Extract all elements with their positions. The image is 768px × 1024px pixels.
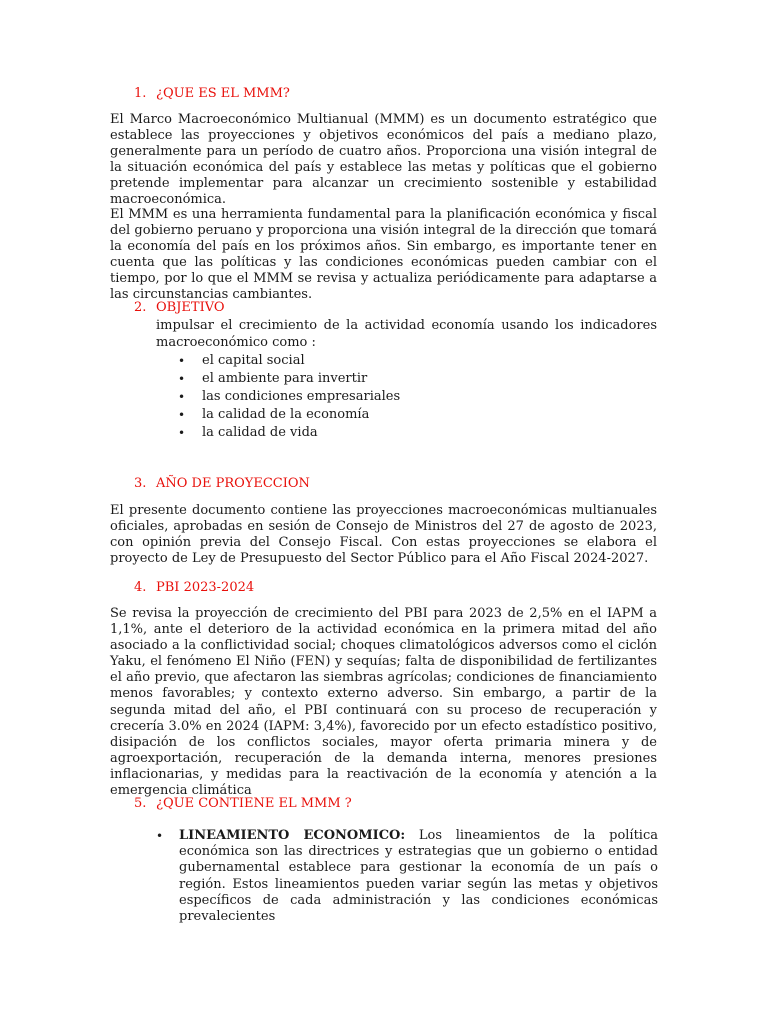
list-item: • el capital social	[178, 353, 305, 368]
section-title: PBI 2023-2024	[156, 580, 255, 595]
section-title: ¿QUE CONTIENE EL MMM ?	[156, 796, 352, 811]
bullet-icon: •	[178, 372, 186, 386]
bullet-icon: •	[178, 354, 186, 368]
section-title: OBJETIVO	[156, 300, 225, 315]
item-label: LINEAMIENTO ECONOMICO:	[179, 828, 406, 843]
paragraph: Se revisa la proyección de crecimiento del PBI para 2023 de 2,5% en el IAPM a 1,1%, ante el deterioro de la actividad económica en la primera mitad del año asociado a la conflictividad social; choques climatológicos adversos como el ciclón Yaku, el fenómeno El Niño (FEN) y sequías; falta de disponibilidad de fertilizantes el año previo, que afectaron las siembras agrícolas; condiciones de financiamiento menos favorables; y contexto externo adverso. Sin embargo, a partir de la segunda mitad del año, el PBI continuará con su proceso de recuperación y crecería 3.0% en 2024 (IAPM: 3,4%), favorecido por un efecto estadístico positivo, disipación de los conflictos sociales, mayor oferta primaria minera y de agroexportación, recuperación de la demanda interna, menores presiones inflacionarias, y medidas para la reactivación de la economía y atención a la emergencia climática	[110, 606, 657, 799]
section-number: 2.	[134, 300, 147, 315]
list-item: • las condiciones empresariales	[178, 389, 401, 404]
section-title: ¿QUE ES EL MMM?	[156, 86, 290, 101]
paragraph: El Marco Macroeconómico Multianual (MMM) es un documento estratégico que establece las proyecciones y objetivos económicos del país a mediano plazo, generalmente para un período de cuatro años. Proporciona una visión integral de la situación económica del país y establece las metas y políticas que el gobierno pretende implementar para alcanzar un crecimiento sostenible y estabilidad macroeconómica.	[110, 112, 657, 208]
item-text: Los lineamientos de la política económica son las directrices y estrategias que un gobierno o entidad gubernamental establece para gestionar la economía de un país o región. Estos lineamientos pueden variar según las metas y objetivos específicos de cada administración y las condiciones económicas prevalecientes	[179, 828, 658, 925]
bullet-icon: •	[178, 390, 186, 404]
section-number: 5.	[134, 796, 147, 811]
list-item	[156, 828, 658, 925]
lineamiento-paragraph	[179, 828, 658, 925]
paragraph: El MMM es una herramienta fundamental para la planificación económica y fiscal del gobierno peruano y proporciona una visión integral de la dirección que tomará la economía del país en los próximos años. Sin embargo, es importante tener en cuenta que las políticas y las condiciones económicas pueden cambiar con el tiempo, por lo que el MMM se revisa y actualiza periódicamente para adaptarse a las circunstancias cambiantes.	[110, 207, 657, 303]
section-number: 4.	[134, 580, 147, 595]
section-title: AÑO DE PROYECCION	[156, 476, 310, 491]
list-item: • la calidad de vida	[178, 425, 318, 440]
bullet-icon: •	[156, 829, 164, 843]
indicator-list	[156, 352, 400, 442]
bullet-icon: •	[178, 426, 186, 440]
bullet-icon: •	[178, 408, 186, 422]
list-item: • el ambiente para invertir	[178, 371, 368, 386]
paragraph: El presente documento contiene las proyecciones macroeconómicas multianuales oficiales, aprobadas en sesión de Consejo de Ministros del 27 de agosto de 2023, con opinión previa del Consejo Fiscal. Con estas proyecciones se elabora el proyecto de Ley de Presupuesto del Sector Público para el Año Fiscal 2024-2027.	[110, 503, 657, 567]
section-number: 3.	[134, 476, 147, 491]
section-number: 1.	[134, 86, 147, 101]
list-item: • la calidad de la economía	[178, 407, 370, 422]
objective-description: impulsar el crecimiento de la actividad economía usando los indicadores macroeconómico como :	[156, 318, 657, 350]
